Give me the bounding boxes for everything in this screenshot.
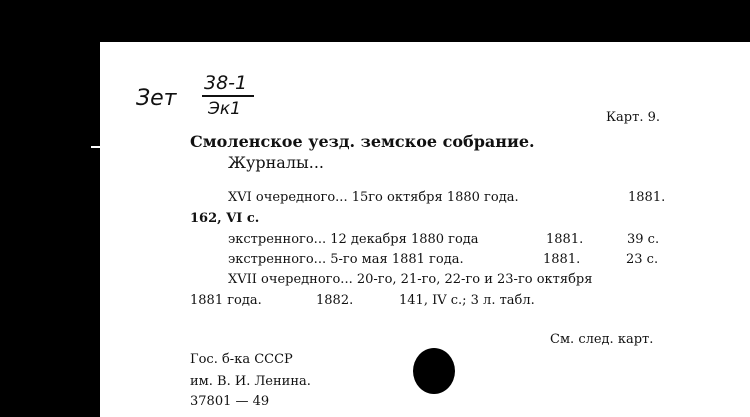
heading-line-1: Смоленское уезд. земское собрание. [190,132,535,151]
handwritten-prefix: Зет [136,86,177,111]
handwritten-denominator: Эк1 [208,99,241,119]
entry-line-3: экстренного... 12 декабря 1880 года [228,232,479,247]
entry-line-4-pages: 23 с. [626,252,659,267]
entry-line-3-year: 1881. [546,232,584,247]
library-line-3: 37801 — 49 [190,394,270,409]
punch-hole [413,348,455,394]
fraction-bar [202,95,254,97]
heading-line-2: Журналы... [228,153,324,172]
entry-line-4: экстренного... 5-го мая 1881 года. [228,252,464,267]
entry-line-6-pages: 141, IV с.; 3 л. табл. [399,293,535,308]
see-next-card: См. след. карт. [550,332,654,347]
entry-line-6-year: 1882. [316,293,354,308]
entry-line-2: 162, VI с. [190,211,260,226]
catalog-card [100,42,750,417]
handwritten-numerator: 38-1 [204,72,248,94]
entry-line-3-pages: 39 с. [627,232,660,247]
library-line-1: Гос. б-ка СССР [190,352,293,367]
entry-line-5: XVII очередного... 20-го, 21-го, 22-го и 23-го октября [228,272,593,287]
library-line-2: им. В. И. Ленина. [190,374,311,389]
entry-line-6: 1881 года. [190,293,262,308]
card-number: Карт. 9. [606,110,660,125]
entry-line-1: XVI очередного... 15го октября 1880 года. [228,190,519,205]
card-edge-mark [91,146,100,148]
entry-line-4-year: 1881. [543,252,581,267]
entry-line-1-year: 1881. [628,190,666,205]
